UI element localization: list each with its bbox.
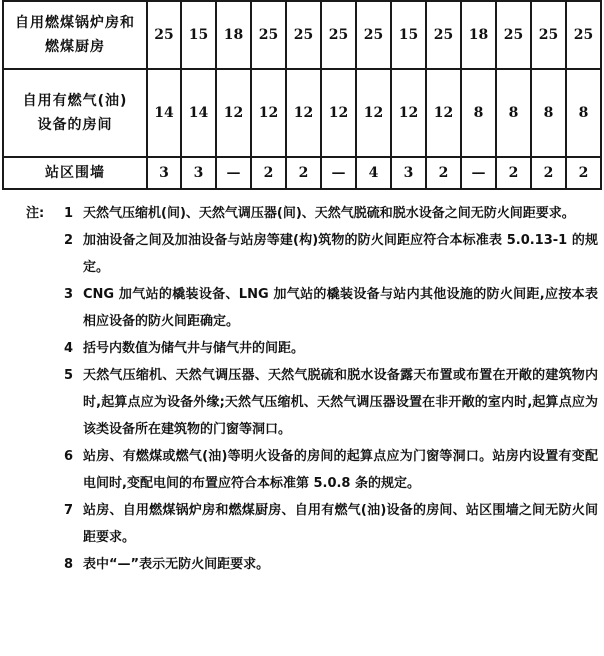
table-cell: 2	[566, 157, 601, 189]
table-cell: 3	[391, 157, 426, 189]
table-cell: 25	[426, 1, 461, 69]
note-number: 7	[64, 503, 74, 518]
note-text: 站房、自用燃煤锅炉房和燃煤厨房、自用有燃气(油)设备的房间、站区围墙之间无防火间距要求。	[83, 503, 598, 545]
note-number: 3	[64, 287, 74, 302]
table-cell: 4	[356, 157, 391, 189]
table-cell: 2	[286, 157, 321, 189]
table-cell: 25	[251, 1, 286, 69]
table-cell: —	[216, 157, 251, 189]
table-cell: 18	[461, 1, 496, 69]
table-row	[3, 1, 601, 69]
note-text: 括号内数值为储气井与储气井的间距。	[83, 341, 305, 356]
table-cell: 2	[251, 157, 286, 189]
note-number: 4	[64, 341, 74, 356]
table-cell: 2	[426, 157, 461, 189]
table-row	[3, 157, 601, 189]
fire-distance-table	[2, 0, 602, 190]
table-cell: 14	[147, 69, 181, 157]
note-item	[0, 335, 604, 362]
table-cell: 14	[181, 69, 216, 157]
note-number: 1	[64, 206, 74, 221]
table-cell: 15	[391, 1, 426, 69]
table-cell: 12	[356, 69, 391, 157]
table-cell: 12	[251, 69, 286, 157]
note-number: 5	[64, 368, 74, 383]
note-item	[0, 200, 604, 227]
table-cell: 3	[181, 157, 216, 189]
table-cell: —	[321, 157, 356, 189]
table-cell: 12	[391, 69, 426, 157]
row-label	[3, 69, 147, 157]
table-cell: 25	[147, 1, 181, 69]
notes-section	[0, 200, 604, 578]
note-item	[0, 281, 604, 335]
table-cell: 2	[496, 157, 531, 189]
table-cell: 25	[356, 1, 391, 69]
table-cell: 25	[531, 1, 566, 69]
note-text: 表中“—”表示无防火间距要求。	[83, 557, 270, 572]
note-item	[0, 443, 604, 497]
table-cell: 12	[216, 69, 251, 157]
table-cell: —	[461, 157, 496, 189]
table-cell: 25	[321, 1, 356, 69]
table-cell: 18	[216, 1, 251, 69]
table-cell: 25	[286, 1, 321, 69]
table-cell: 12	[426, 69, 461, 157]
note-number: 6	[64, 449, 74, 464]
table-cell: 12	[286, 69, 321, 157]
note-item	[0, 551, 604, 578]
row-label-line: 自用有燃气(油)	[22, 93, 128, 109]
note-number: 8	[64, 557, 74, 572]
note-item	[0, 497, 604, 551]
note-text: 天然气压缩机(间)、天然气调压器(间)、天然气脱硫和脱水设备之间无防火间距要求。	[83, 206, 575, 221]
row-label-line: 燃煤厨房	[45, 39, 105, 55]
table-cell: 15	[181, 1, 216, 69]
table-cell: 3	[147, 157, 181, 189]
note-text: 天然气压缩机、天然气调压器、天然气脱硫和脱水设备露天布置或布置在开敞的建筑物内时,起算点应为设备外缘;天然气压缩机、天然气调压器设置在非开敞的室内时,起算点应为该类设备所在建筑物的门窗等洞口。	[83, 368, 598, 437]
table-cell: 8	[461, 69, 496, 157]
note-text: CNG 加气站的橇装设备、LNG 加气站的橇装设备与站内其他设施的防火间距,应按本表相应设备的防火间距确定。	[83, 287, 598, 329]
table-cell: 2	[531, 157, 566, 189]
notes-prefix: 注:	[26, 206, 45, 221]
note-text: 加油设备之间及加油设备与站房等建(构)筑物的防火间距应符合本标准表 5.0.13-1 的规定。	[83, 233, 598, 275]
table-cell: 25	[496, 1, 531, 69]
table-cell: 8	[496, 69, 531, 157]
table-cell: 12	[321, 69, 356, 157]
row-label	[3, 157, 147, 189]
table-body	[3, 1, 601, 189]
note-text: 站房、有燃煤或燃气(油)等明火设备的房间的起算点应为门窗等洞口。站房内设置有变配电间时,变配电间的布置应符合本标准第 5.0.8 条的规定。	[83, 449, 598, 491]
note-number: 2	[64, 233, 74, 248]
table-row	[3, 69, 601, 157]
table-cell: 25	[566, 1, 601, 69]
note-item	[0, 227, 604, 281]
note-item	[0, 362, 604, 443]
table-cell: 8	[531, 69, 566, 157]
row-label-line: 设备的房间	[37, 117, 113, 133]
row-label-line: 自用燃煤锅炉房和	[15, 15, 135, 31]
row-label	[3, 1, 147, 69]
row-label-line: 站区围墙	[45, 165, 105, 181]
table-cell: 8	[566, 69, 601, 157]
